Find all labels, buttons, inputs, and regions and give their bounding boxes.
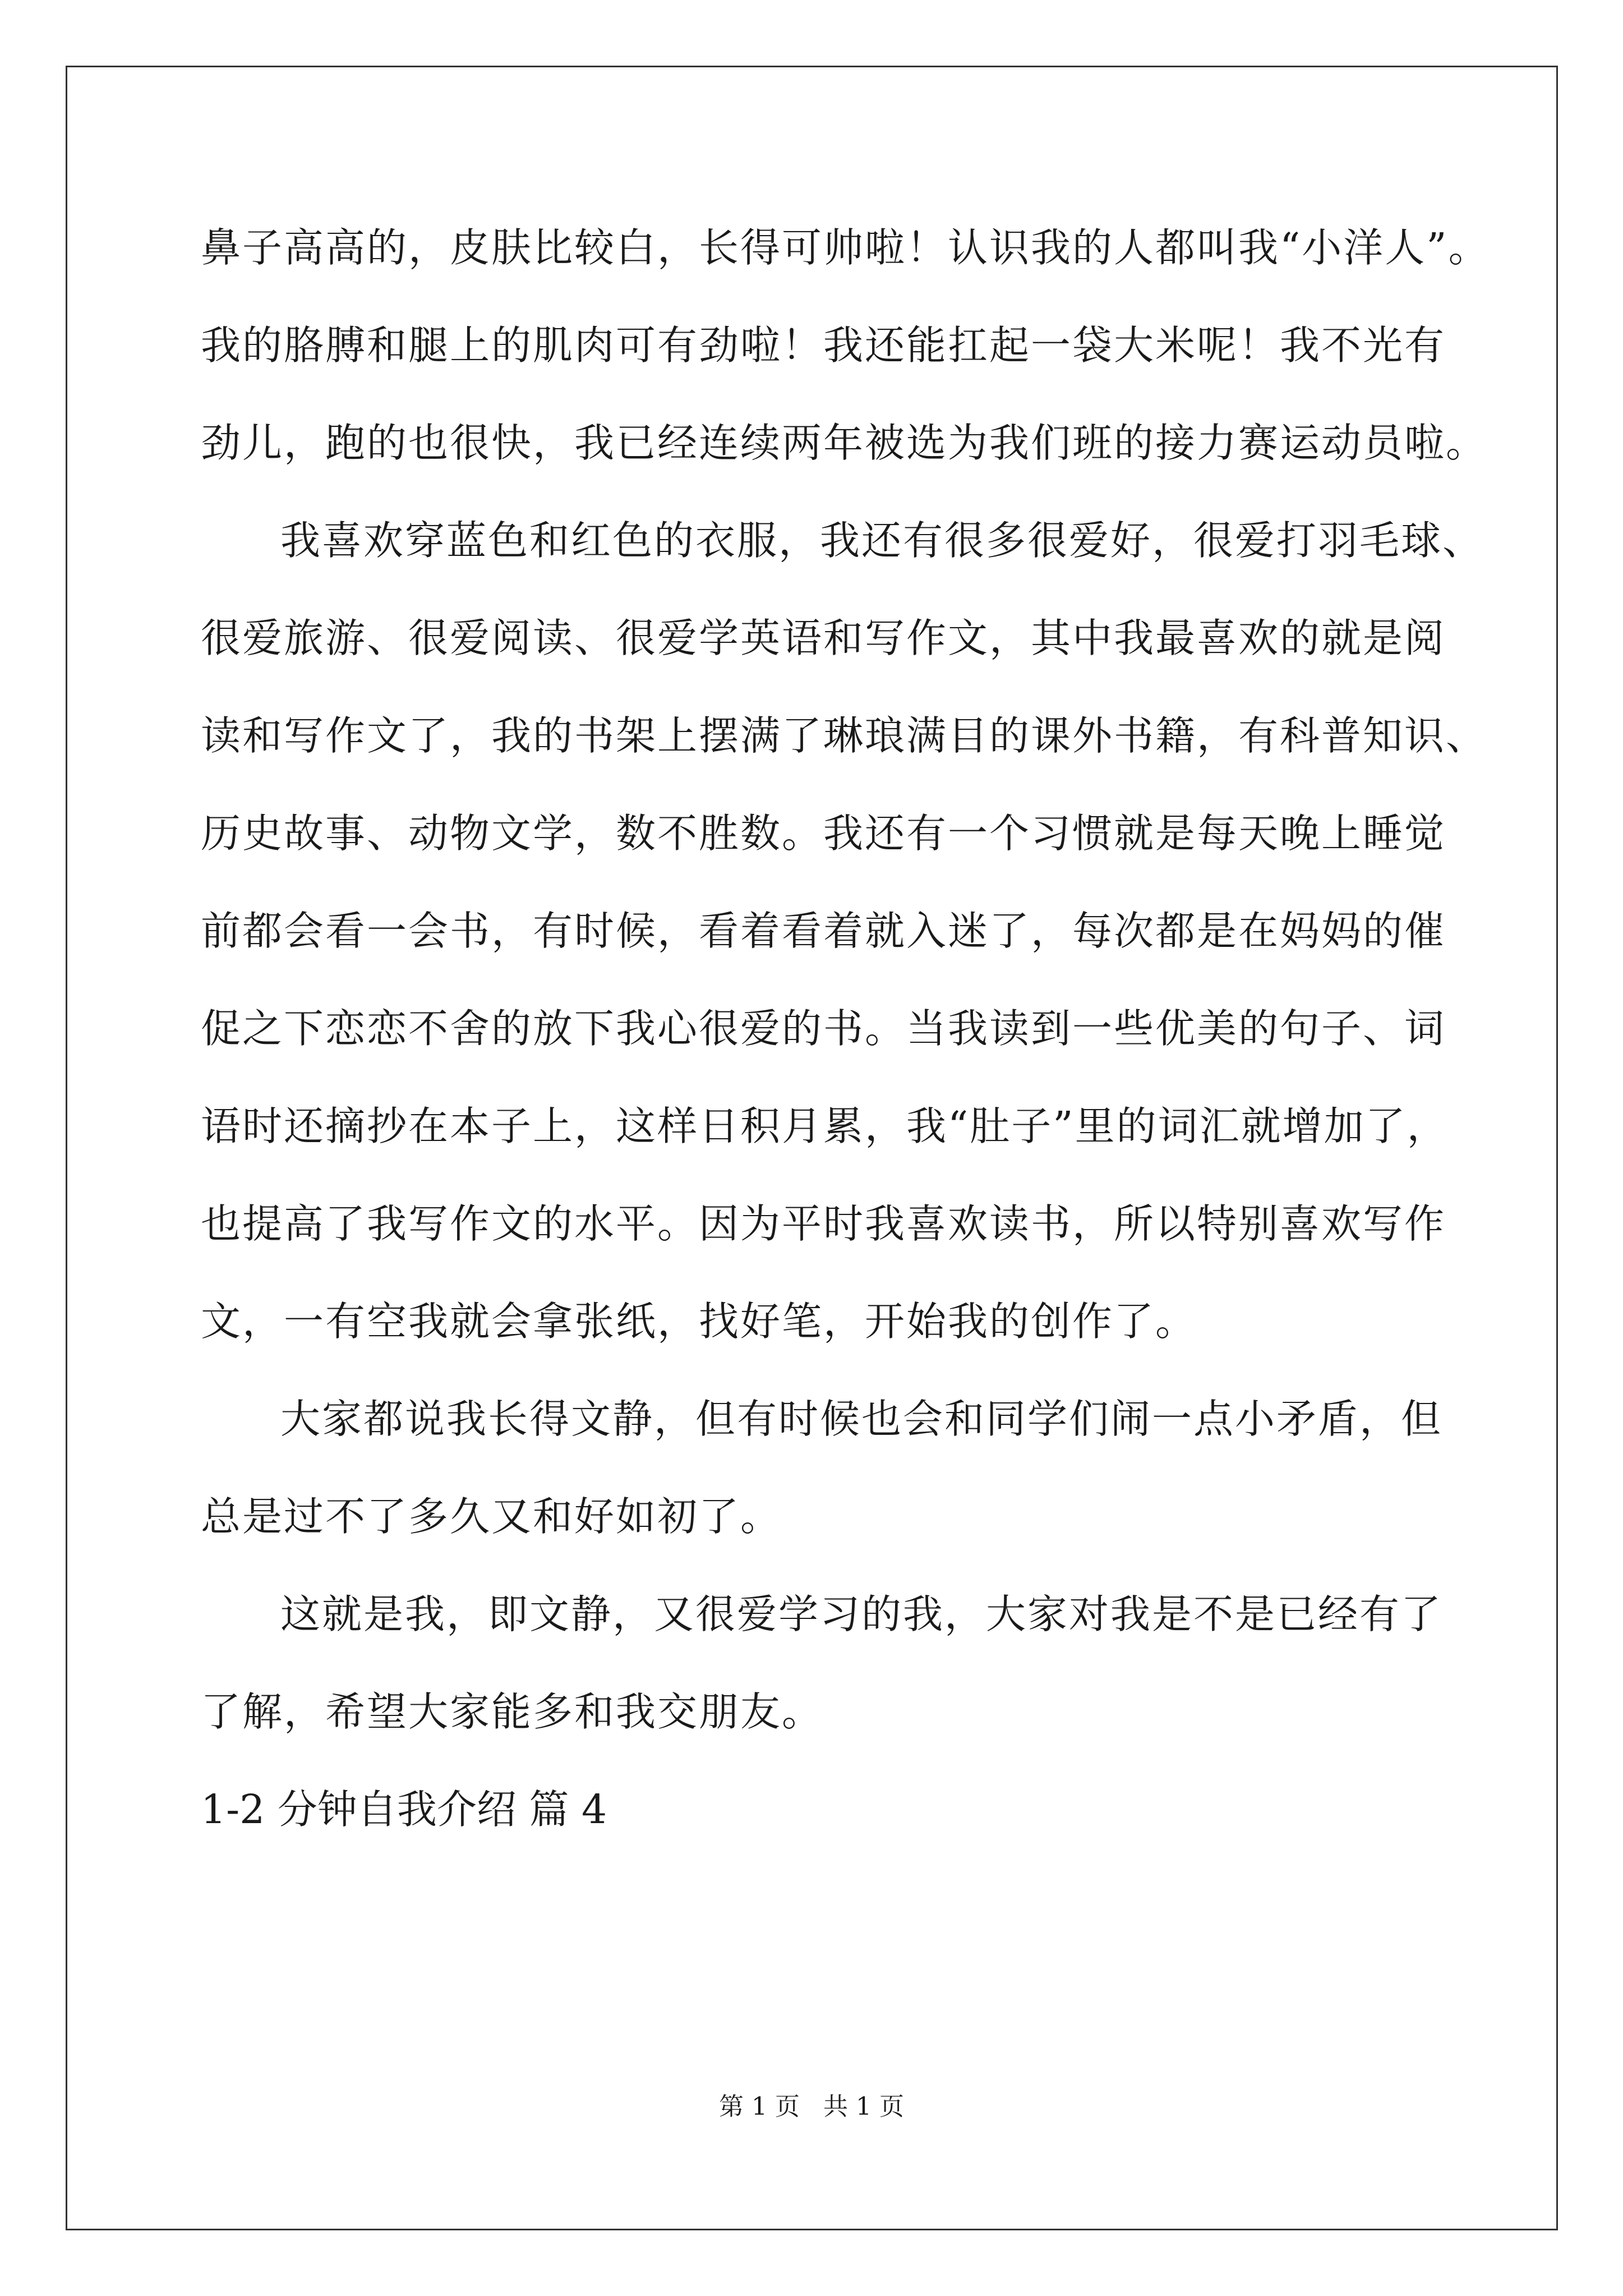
- paragraph-line: 鼻子高高的，皮肤比较白，长得可帅啦！认识我的人都叫我“小洋人”。: [201, 224, 1490, 271]
- paragraph-line: 大家都说我长得文静，但有时候也会和同学们闹一点小矛盾，但: [280, 1396, 1443, 1442]
- paragraph-line: 读和写作文了，我的书架上摆满了琳琅满目的课外书籍，有科普知识、: [201, 712, 1488, 759]
- paragraph-line: 历史故事、动物文学，数不胜数。我还有一个习惯就是每天晚上睡觉: [201, 810, 1446, 857]
- paragraph-line: 这就是我，即文静，又很爱学习的我，大家对我是不是已经有了: [280, 1591, 1443, 1637]
- paragraph-line: 总是过不了多久又和好如初了。: [201, 1493, 782, 1540]
- paragraph-line: 了解，希望大家能多和我交朋友。: [201, 1688, 824, 1735]
- paragraph-line: 我喜欢穿蓝色和红色的衣服，我还有很多很爱好，很爱打羽毛球、: [280, 517, 1484, 564]
- paragraph-line: 劲儿，跑的也很快，我已经连续两年被选为我们班的接力赛运动员啦。: [201, 420, 1488, 466]
- paragraph-line: 语时还摘抄在本子上，这样日积月累，我“肚子”里的词汇就增加了，: [201, 1103, 1449, 1149]
- paragraph-line: 也提高了我写作文的水平。因为平时我喜欢读书，所以特别喜欢写作: [201, 1200, 1446, 1247]
- paragraph-line: 文，一有空我就会拿张纸，找好笔，开始我的创作了。: [201, 1298, 1197, 1345]
- page-footer: 第 1 页 共 1 页: [719, 2092, 904, 2121]
- paragraph-line: 我的胳膊和腿上的肌肉可有劲啦！我还能扛起一袋大米呢！我不光有: [201, 322, 1446, 369]
- paragraph-line: 促之下恋恋不舍的放下我心很爱的书。当我读到一些优美的句子、词: [201, 1005, 1446, 1052]
- paragraph-line: 前都会看一会书，有时候，看着看着就入迷了，每次都是在妈妈的催: [201, 908, 1446, 954]
- section-heading: 1-2 分钟自我介绍 篇 4: [201, 1786, 607, 1833]
- paragraph-line: 很爱旅游、很爱阅读、很爱学英语和写作文，其中我最喜欢的就是阅: [201, 615, 1446, 661]
